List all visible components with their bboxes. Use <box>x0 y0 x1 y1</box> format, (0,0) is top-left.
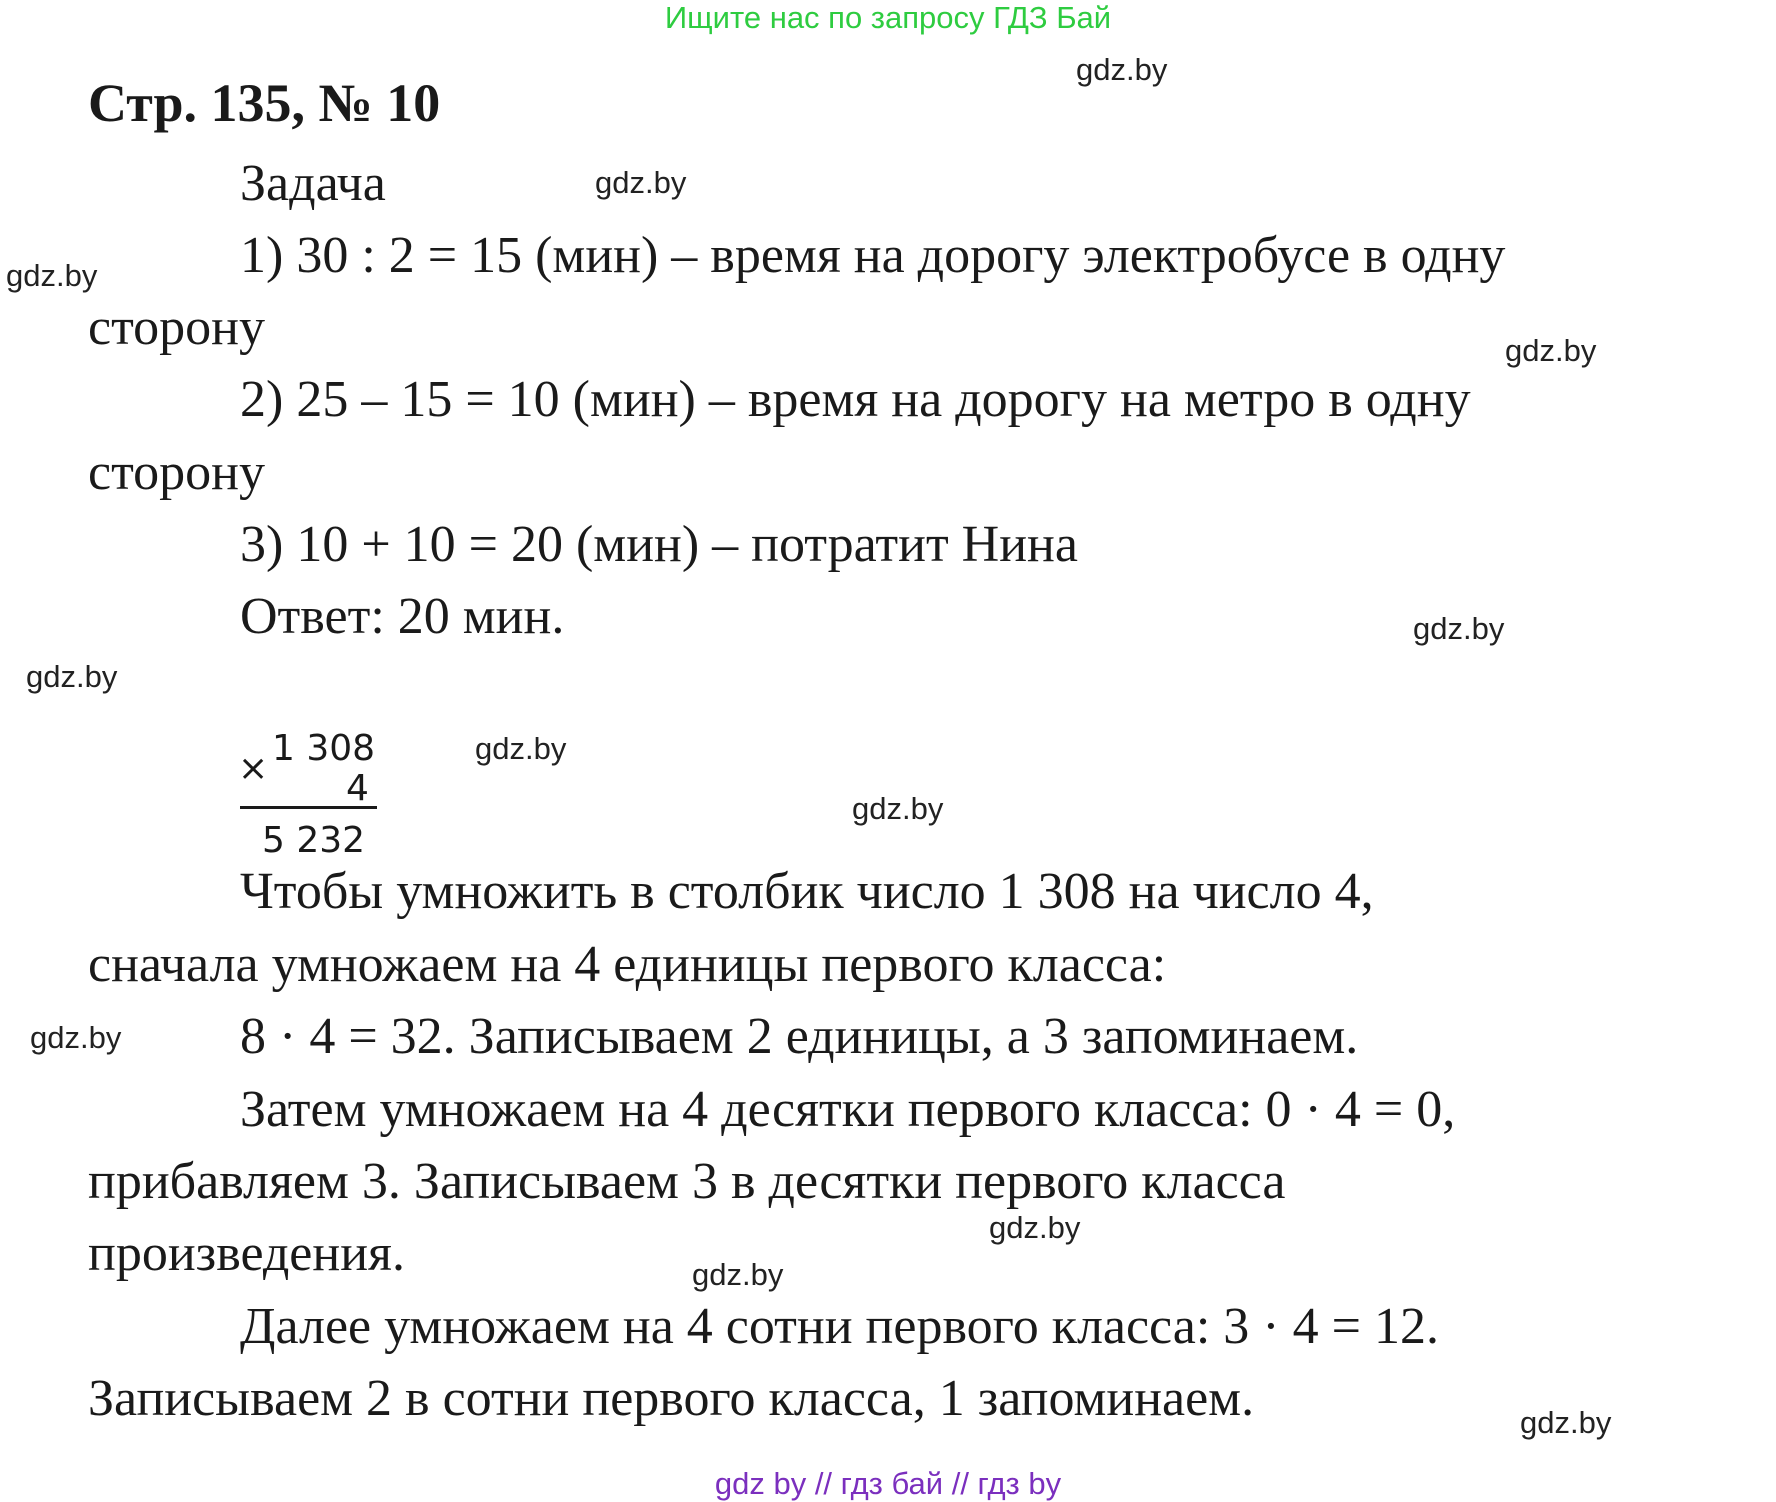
watermark: gdz.by <box>1505 333 1597 368</box>
multiplication-rule <box>240 806 377 809</box>
solution-step-3: 3) 10 + 10 = 20 (мин) – потратит Нина <box>240 516 1078 573</box>
footer: gdz by // гдз бай // гдз by <box>714 1466 1062 1501</box>
explanation-line-7: Далее умножаем на 4 сотни первого класса: 3 · 4 = 12. <box>240 1298 1439 1355</box>
solution-step-2: 2) 25 – 15 = 10 (мин) – время на дорогу на метро в одну <box>240 371 1471 428</box>
watermark: gdz.by <box>475 731 567 766</box>
watermark: gdz.by <box>852 791 944 826</box>
explanation-line-3: 8 · 4 = 32. Записываем 2 единицы, а 3 запоминаем. <box>240 1008 1359 1065</box>
task-label: Задача <box>240 155 386 212</box>
watermark: gdz.by <box>26 659 118 694</box>
page-title: Стр. 135, № 10 <box>88 73 441 133</box>
multiplicand: 1 308 <box>272 728 376 769</box>
explanation-line-2: сначала умножаем на 4 единицы первого класса: <box>88 936 1167 993</box>
multiplication-sign: × <box>238 748 269 789</box>
explanation-line-6: произведения. <box>88 1225 405 1282</box>
multiplier: 4 <box>346 768 369 809</box>
watermark: gdz.by <box>692 1257 784 1292</box>
solution-step-1-cont: сторону <box>88 299 265 356</box>
solution-step-1: 1) 30 : 2 = 15 (мин) – время на дорогу электробусе в одну <box>240 227 1506 284</box>
watermark: gdz.by <box>595 165 687 200</box>
explanation-line-4: Затем умножаем на 4 десятки первого класса: 0 · 4 = 0, <box>240 1081 1456 1138</box>
watermark: gdz.by <box>989 1210 1081 1245</box>
watermark: gdz.by <box>1520 1405 1612 1440</box>
watermark: gdz.by <box>1413 611 1505 646</box>
product: 5 232 <box>262 820 366 861</box>
answer: Ответ: 20 мин. <box>240 588 565 645</box>
solution-step-2-cont: сторону <box>88 444 265 501</box>
watermark: gdz.by <box>6 258 98 293</box>
watermark: gdz.by <box>30 1020 122 1055</box>
explanation-line-8: Записываем 2 в сотни первого класса, 1 запоминаем. <box>88 1370 1255 1427</box>
explanation-line-1: Чтобы умножить в столбик число 1 308 на число 4, <box>240 863 1374 920</box>
explanation-line-5: прибавляем 3. Записываем 3 в десятки первого класса <box>88 1153 1286 1210</box>
top-banner: Ищите нас по запросу ГДЗ Бай <box>664 0 1112 35</box>
watermark: gdz.by <box>1076 52 1168 87</box>
